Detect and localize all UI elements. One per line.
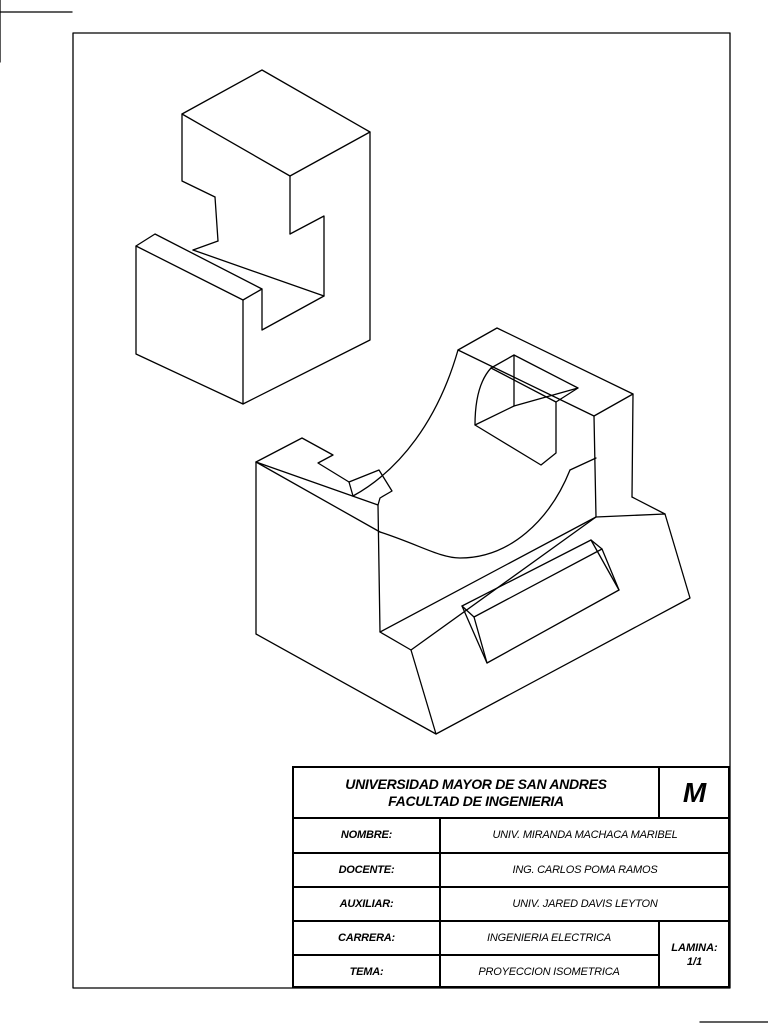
isometric-part-cradle	[256, 328, 690, 734]
lamina-value: 1/1	[686, 955, 703, 968]
university-name: UNIVERSIDAD MAYOR DE SAN ANDRES	[345, 776, 607, 792]
faculty-name: FACULTAD DE INGENIERIA	[388, 793, 564, 809]
auxiliar-label: AUXILIAR:	[339, 897, 394, 910]
lamina-cell	[659, 921, 730, 988]
auxiliar-value: UNIV. JARED DAVIS LEYTON	[512, 897, 658, 910]
sheet-mark: M	[682, 777, 707, 808]
docente-value: ING. CARLOS POMA RAMOS	[512, 863, 658, 876]
nombre-label: NOMBRE:	[340, 829, 393, 841]
docente-label: DOCENTE:	[338, 863, 395, 876]
lamina-label: LAMINA:	[671, 941, 718, 954]
tema-label: TEMA:	[349, 965, 384, 978]
institution-header	[294, 768, 658, 818]
isometric-part-bracket	[136, 70, 370, 404]
carrera-value: INGENIERIA ELECTRICA	[487, 931, 611, 944]
nombre-value: UNIV. MIRANDA MACHACA MARIBEL	[492, 829, 678, 841]
carrera-label: CARRERA:	[337, 931, 396, 944]
title-block	[292, 766, 730, 988]
tema-value: PROYECCION ISOMETRICA	[478, 965, 620, 978]
